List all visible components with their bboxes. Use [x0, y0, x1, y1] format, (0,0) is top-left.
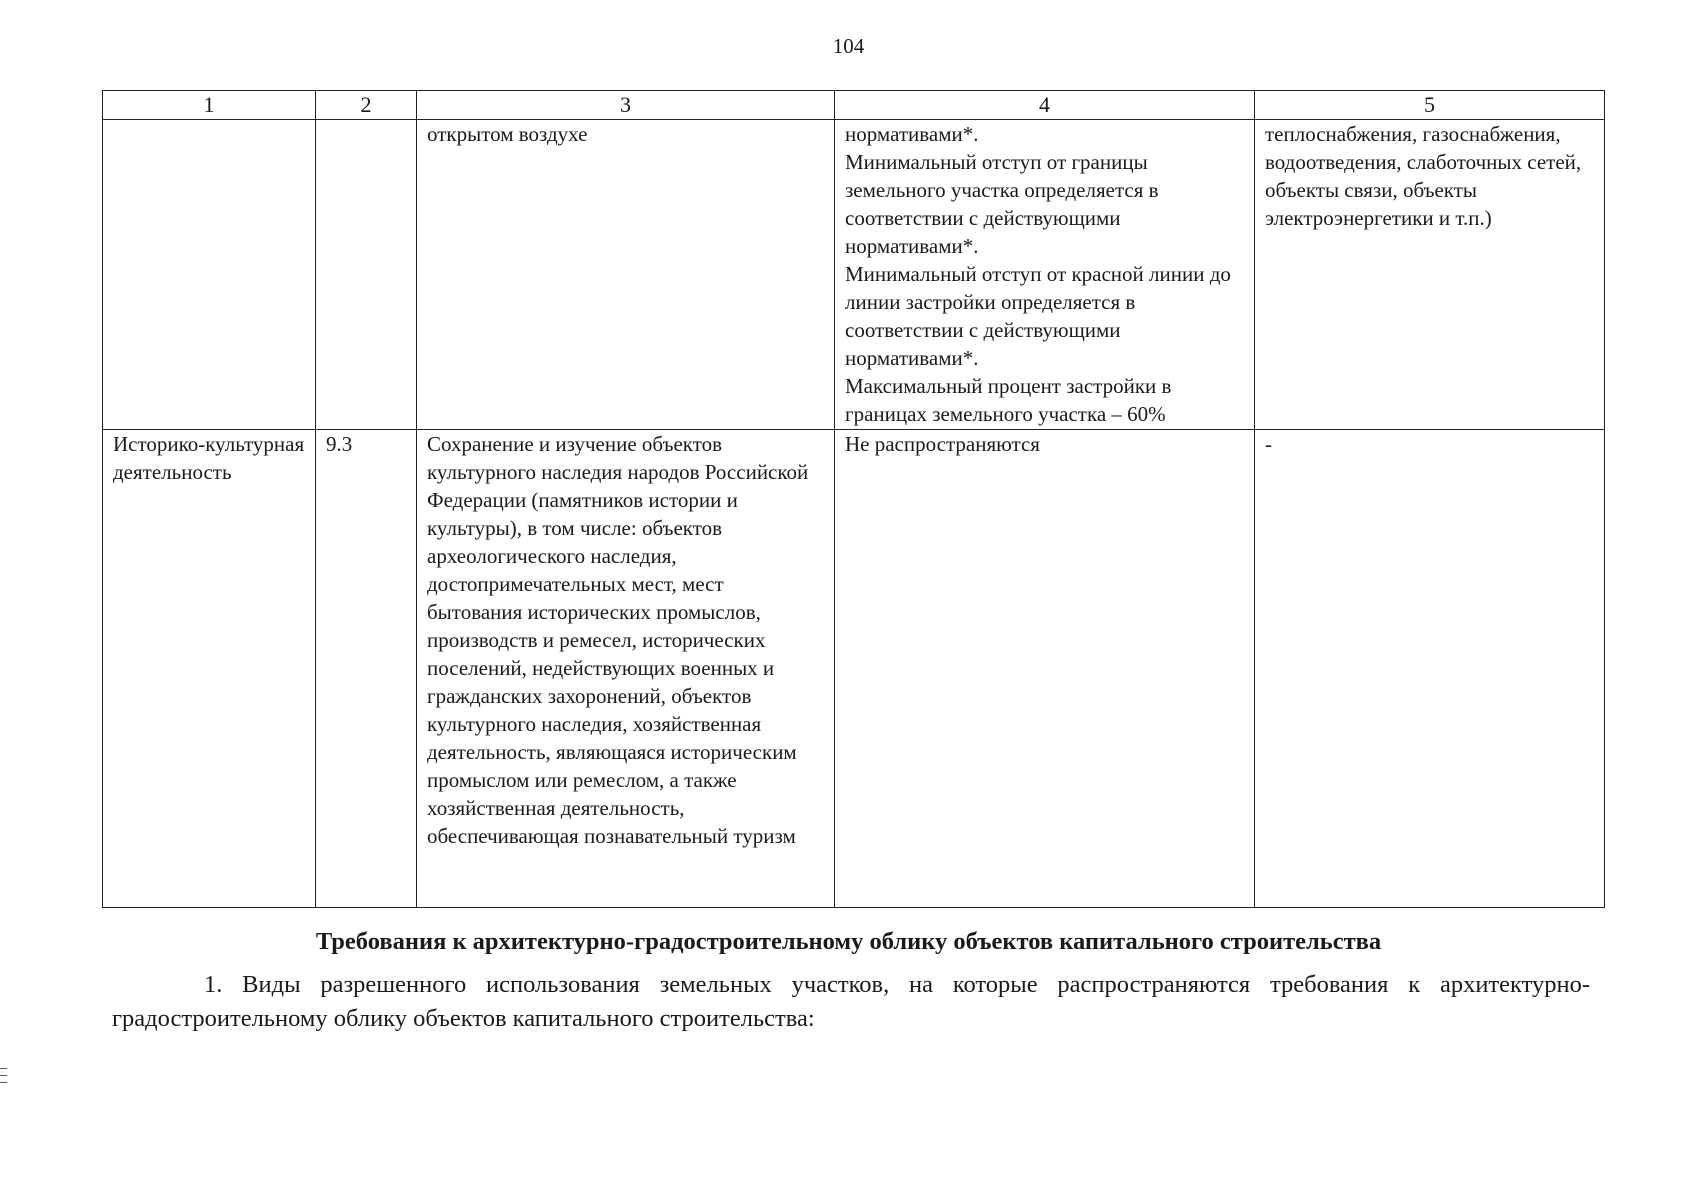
section-paragraph: 1. Виды разрешенного использования земельных участков, на которые распространяются требования к архитектурно-градостроительному облику объектов капитального строительства:	[112, 971, 1590, 1032]
cell-notes: теплоснабжения, газоснабжения, водоотведения, слаботочных сетей, объекты связи, объекты электроэнергетики и т.п.)	[1255, 120, 1605, 430]
margin-mark	[0, 1075, 7, 1076]
cell-code: 9.3	[316, 430, 417, 908]
margin-marks	[0, 1068, 8, 1089]
page-number: 104	[832, 34, 865, 58]
column-header-3: 3	[417, 91, 835, 120]
cell-land-use-type	[103, 120, 316, 430]
cell-description: открытом воздухе	[417, 120, 835, 430]
margin-mark	[0, 1068, 7, 1069]
cell-notes: -	[1255, 430, 1605, 908]
column-header-4: 4	[835, 91, 1255, 120]
table-row	[103, 120, 1605, 430]
cell-parameters: нормативами*. Минимальный отступ от границы земельного участка определяется в соответствии с действующими нормативами*. Минимальный отступ от красной линии до линии застройки определяется в соответствии с действующими нормативами*. Максимальный процент застройки в границах земельного участка – 60%	[835, 120, 1255, 430]
cell-land-use-type: Историко-культурная деятельность	[103, 430, 316, 908]
column-header-1: 1	[103, 91, 316, 120]
land-use-table	[102, 90, 1605, 908]
cell-code	[316, 120, 417, 430]
cell-description: Сохранение и изучение объектов культурного наследия народов Российской Федерации (памятников истории и культуры), в том числе: объектов археологического наследия, достопримечательных мест, мест бытования исторических промыслов, производств и ремесел, исторических поселений, недействующих военных и гражданских захоронений, объектов культурного наследия, хозяйственная деятельность, являющаяся историческим промыслом или ремеслом, а также хозяйственная деятельность, обеспечивающая познавательный туризм	[417, 430, 835, 908]
column-header-2: 2	[316, 91, 417, 120]
cell-parameters: Не распространяются	[835, 430, 1255, 908]
column-header-5: 5	[1255, 91, 1605, 120]
table-row	[103, 430, 1605, 908]
section-heading: Требования к архитектурно-градостроительному облику объектов капитального строительства	[315, 928, 1382, 955]
margin-mark	[0, 1082, 7, 1083]
table-header-row	[103, 91, 1605, 120]
